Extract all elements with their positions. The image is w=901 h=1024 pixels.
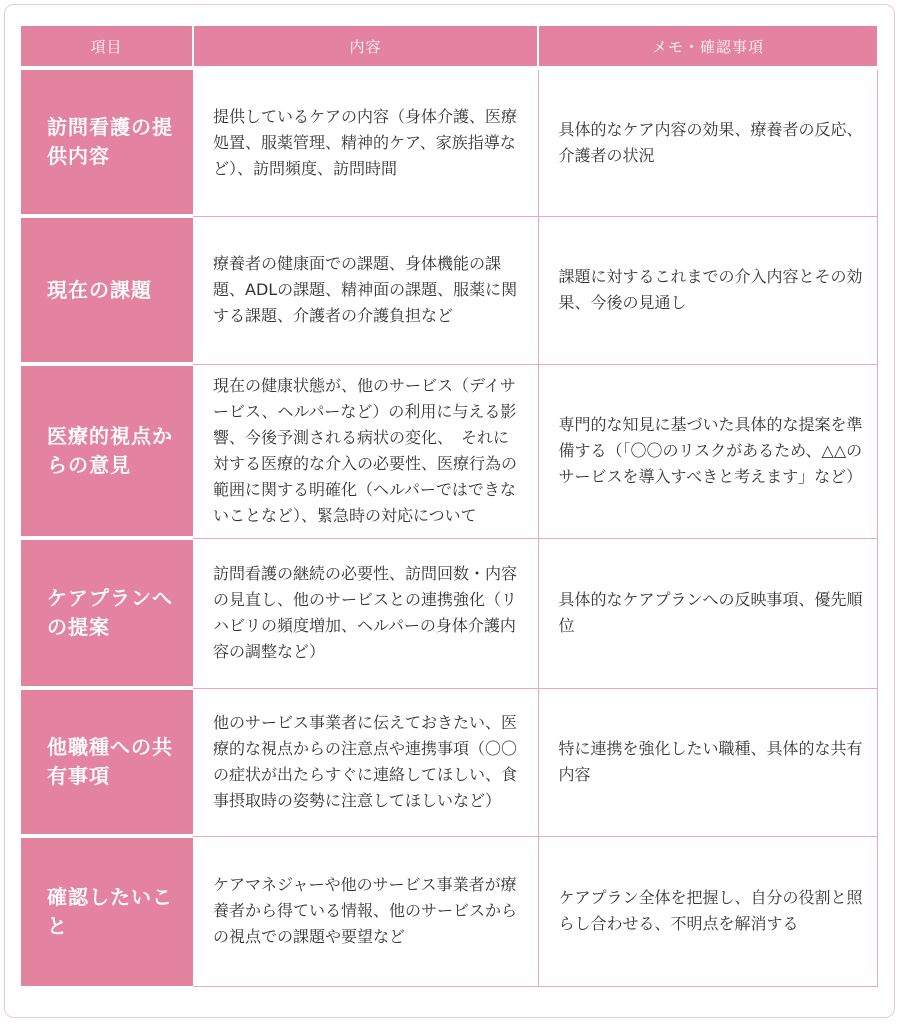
row-content: 現在の健康状態が、他のサービス（デイサービス、ヘルパーなど）の利用に与える影響、今後予測される病状の変化、 それに対する医療的な介入の必要性、医療行為の範囲に関する明確化（ヘルパーではできないことなど）、緊急時の対応について (193, 364, 538, 538)
row-content: 他のサービス事業者に伝えておきたい、医療的な視点からの注意点や連携事項（〇〇の症状が出たらすぐに連絡してほしい、食事摂取時の姿勢に注意してほしいなど） (193, 688, 538, 836)
row-item-label: ケアプランへの提案 (21, 538, 193, 688)
row-item-label: 他職種への共有事項 (21, 688, 193, 836)
column-header-item: 項目 (21, 26, 193, 68)
visit-nursing-checklist-table (21, 26, 878, 987)
row-memo: ケアプラン全体を把握し、自分の役割と照らし合わせる、不明点を解消する (538, 836, 877, 986)
header-row (21, 26, 877, 68)
row-item-label: 現在の課題 (21, 216, 193, 364)
table-row (21, 688, 877, 836)
column-header-content: 内容 (193, 26, 538, 68)
row-memo: 具体的なケア内容の効果、療養者の反応、介護者の状況 (538, 68, 877, 216)
table-body (21, 68, 877, 986)
table-row (21, 68, 877, 216)
row-content: 療養者の健康面での課題、身体機能の課題、ADLの課題、精神面の課題、服薬に関する課題、介護者の介護負担など (193, 216, 538, 364)
table-row (21, 836, 877, 986)
table-row (21, 538, 877, 688)
row-content: ケアマネジャーや他のサービス事業者が療養者から得ている情報、他のサービスからの視点での課題や要望など (193, 836, 538, 986)
row-memo: 専門的な知見に基づいた具体的な提案を準備する（「〇〇のリスクがあるため、△△のサービスを導入すべきと考えます」など） (538, 364, 877, 538)
row-memo: 課題に対するこれまでの介入内容とその効果、今後の見通し (538, 216, 877, 364)
row-item-label: 訪問看護の提供内容 (21, 68, 193, 216)
row-item-label: 医療的視点からの意見 (21, 364, 193, 538)
row-memo: 特に連携を強化したい職種、具体的な共有内容 (538, 688, 877, 836)
table-header (21, 26, 877, 68)
row-content: 提供しているケアの内容（身体介護、医療処置、服薬管理、精神的ケア、家族指導など）、訪問頻度、訪問時間 (193, 68, 538, 216)
row-memo: 具体的なケアプランへの反映事項、優先順位 (538, 538, 877, 688)
row-item-label: 確認したいこと (21, 836, 193, 986)
table-row (21, 216, 877, 364)
row-content: 訪問看護の継続の必要性、訪問回数・内容の見直し、他のサービスとの連携強化（リハビリの頻度増加、ヘルパーの身体介護内容の調整など） (193, 538, 538, 688)
table-row (21, 364, 877, 538)
column-header-memo: メモ・確認事項 (538, 26, 877, 68)
